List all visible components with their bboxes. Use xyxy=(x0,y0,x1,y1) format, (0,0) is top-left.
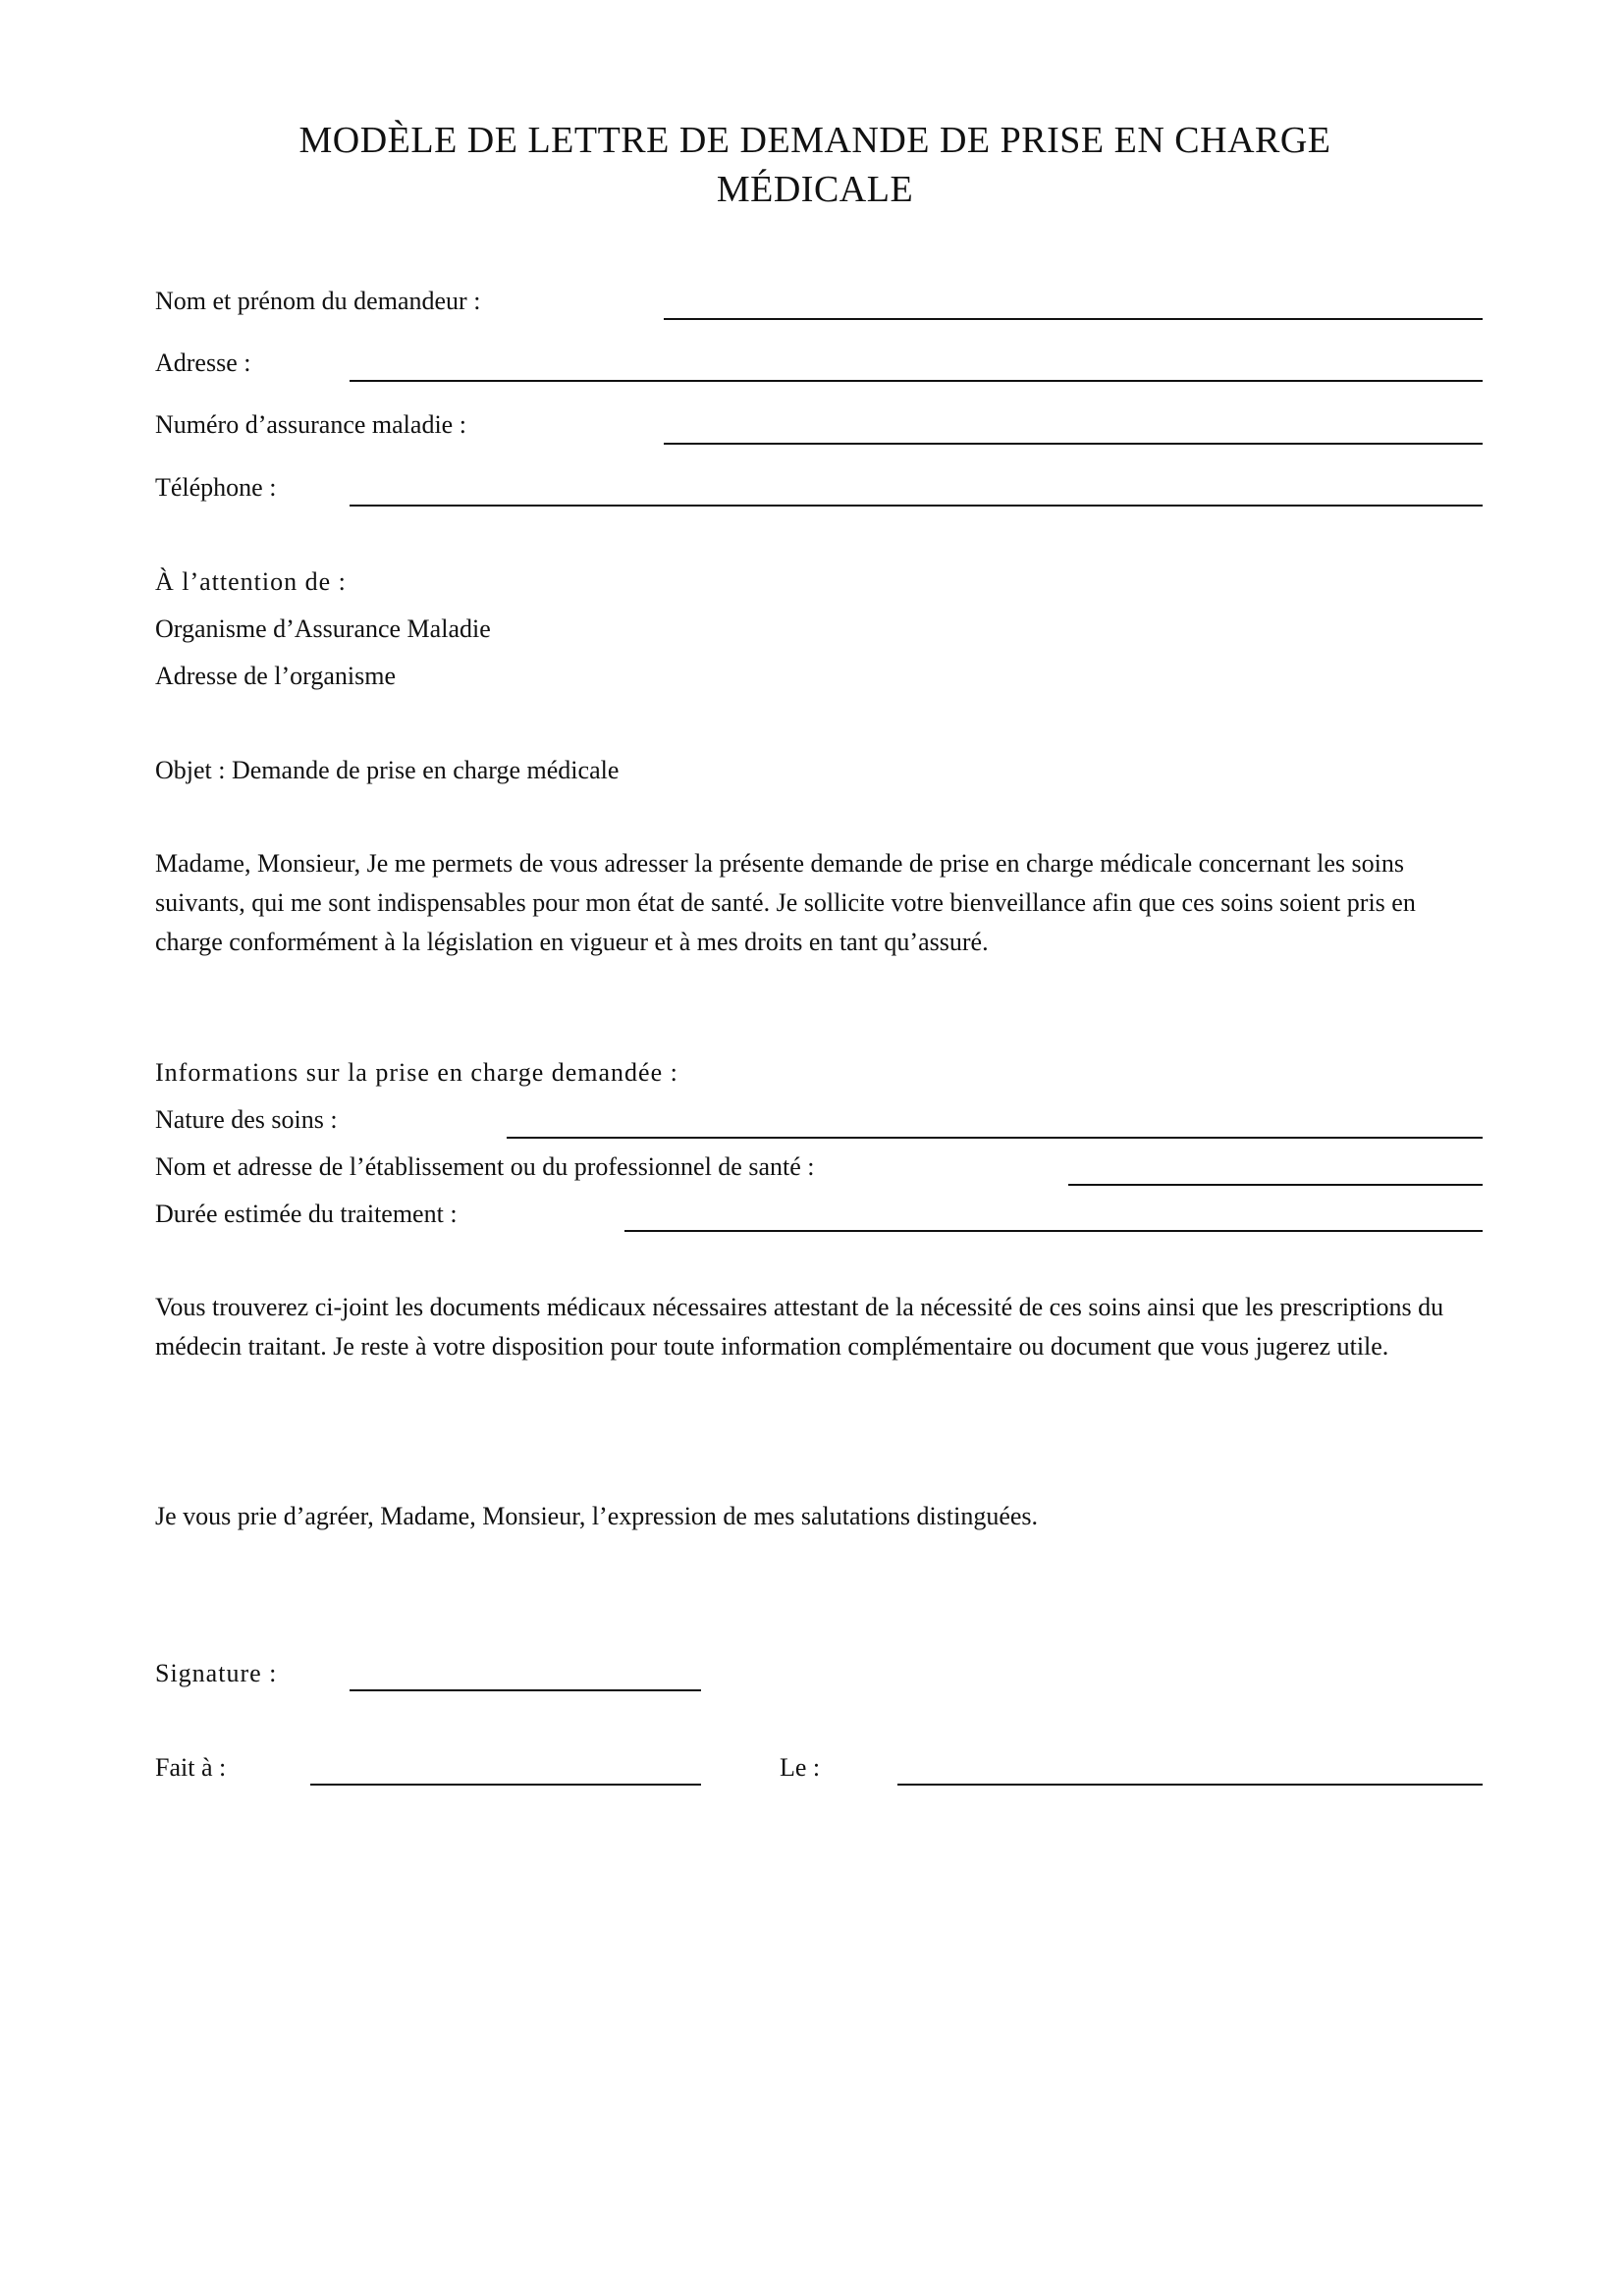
title-line-1: MODÈLE DE LETTRE DE DEMANDE DE PRISE EN CHARGE xyxy=(298,120,1331,161)
care-info-heading: Informations sur la prise en charge demandée : xyxy=(155,1058,678,1087)
place-field[interactable] xyxy=(310,1784,701,1786)
title-line-2: MÉDICALE xyxy=(716,169,914,210)
care-duration-label: Durée estimée du traitement : xyxy=(155,1200,458,1228)
care-provider-label: Nom et adresse de l’établissement ou du professionnel de santé : xyxy=(155,1152,815,1181)
applicant-name-label: Nom et prénom du demandeur : xyxy=(155,287,481,315)
signature-label: Signature : xyxy=(155,1659,278,1687)
applicant-address-field[interactable] xyxy=(350,380,1483,382)
care-provider-field[interactable] xyxy=(1068,1184,1483,1186)
care-duration-field[interactable] xyxy=(624,1230,1483,1232)
closing-formula: Je vous prie d’agréer, Madame, Monsieur, l’expression de mes salutations distinguées. xyxy=(155,1502,1039,1530)
date-field[interactable] xyxy=(897,1784,1483,1786)
intro-paragraph: Madame, Monsieur, Je me permets de vous adresser la présente demande de prise en charge médicale concernant les soins suivants, qui me sont indispensables pour mon état de santé. Je sollicite votre bienveillance afin que ces soins soient pris en charge conformément à la législation en vigueur et à mes droits en tant qu’assuré. xyxy=(155,849,1416,956)
recipient-organization: Organisme d’Assurance Maladie xyxy=(155,614,491,643)
phone-label: Téléphone : xyxy=(155,473,277,502)
attention-label: À l’attention de : xyxy=(155,567,347,596)
date-label: Le : xyxy=(780,1753,821,1782)
applicant-address-label: Adresse : xyxy=(155,348,251,377)
letter-subject: Objet : Demande de prise en charge médicale xyxy=(155,756,620,784)
care-nature-field[interactable] xyxy=(507,1137,1483,1139)
signature-field[interactable] xyxy=(350,1689,701,1691)
phone-field[interactable] xyxy=(350,505,1483,507)
insurance-number-field[interactable] xyxy=(664,443,1483,445)
place-label: Fait à : xyxy=(155,1753,227,1782)
documents-paragraph: Vous trouverez ci-joint les documents médicaux nécessaires attestant de la nécessité de ces soins ainsi que les prescriptions du médecin traitant. Je reste à votre disposition pour toute information complémentaire ou document que vous jugerez utile. xyxy=(155,1293,1444,1361)
insurance-number-label: Numéro d’assurance maladie : xyxy=(155,410,466,439)
page-title xyxy=(157,116,1473,214)
recipient-organization-address: Adresse de l’organisme xyxy=(155,662,397,690)
applicant-name-field[interactable] xyxy=(664,318,1483,320)
care-nature-label: Nature des soins : xyxy=(155,1105,338,1134)
